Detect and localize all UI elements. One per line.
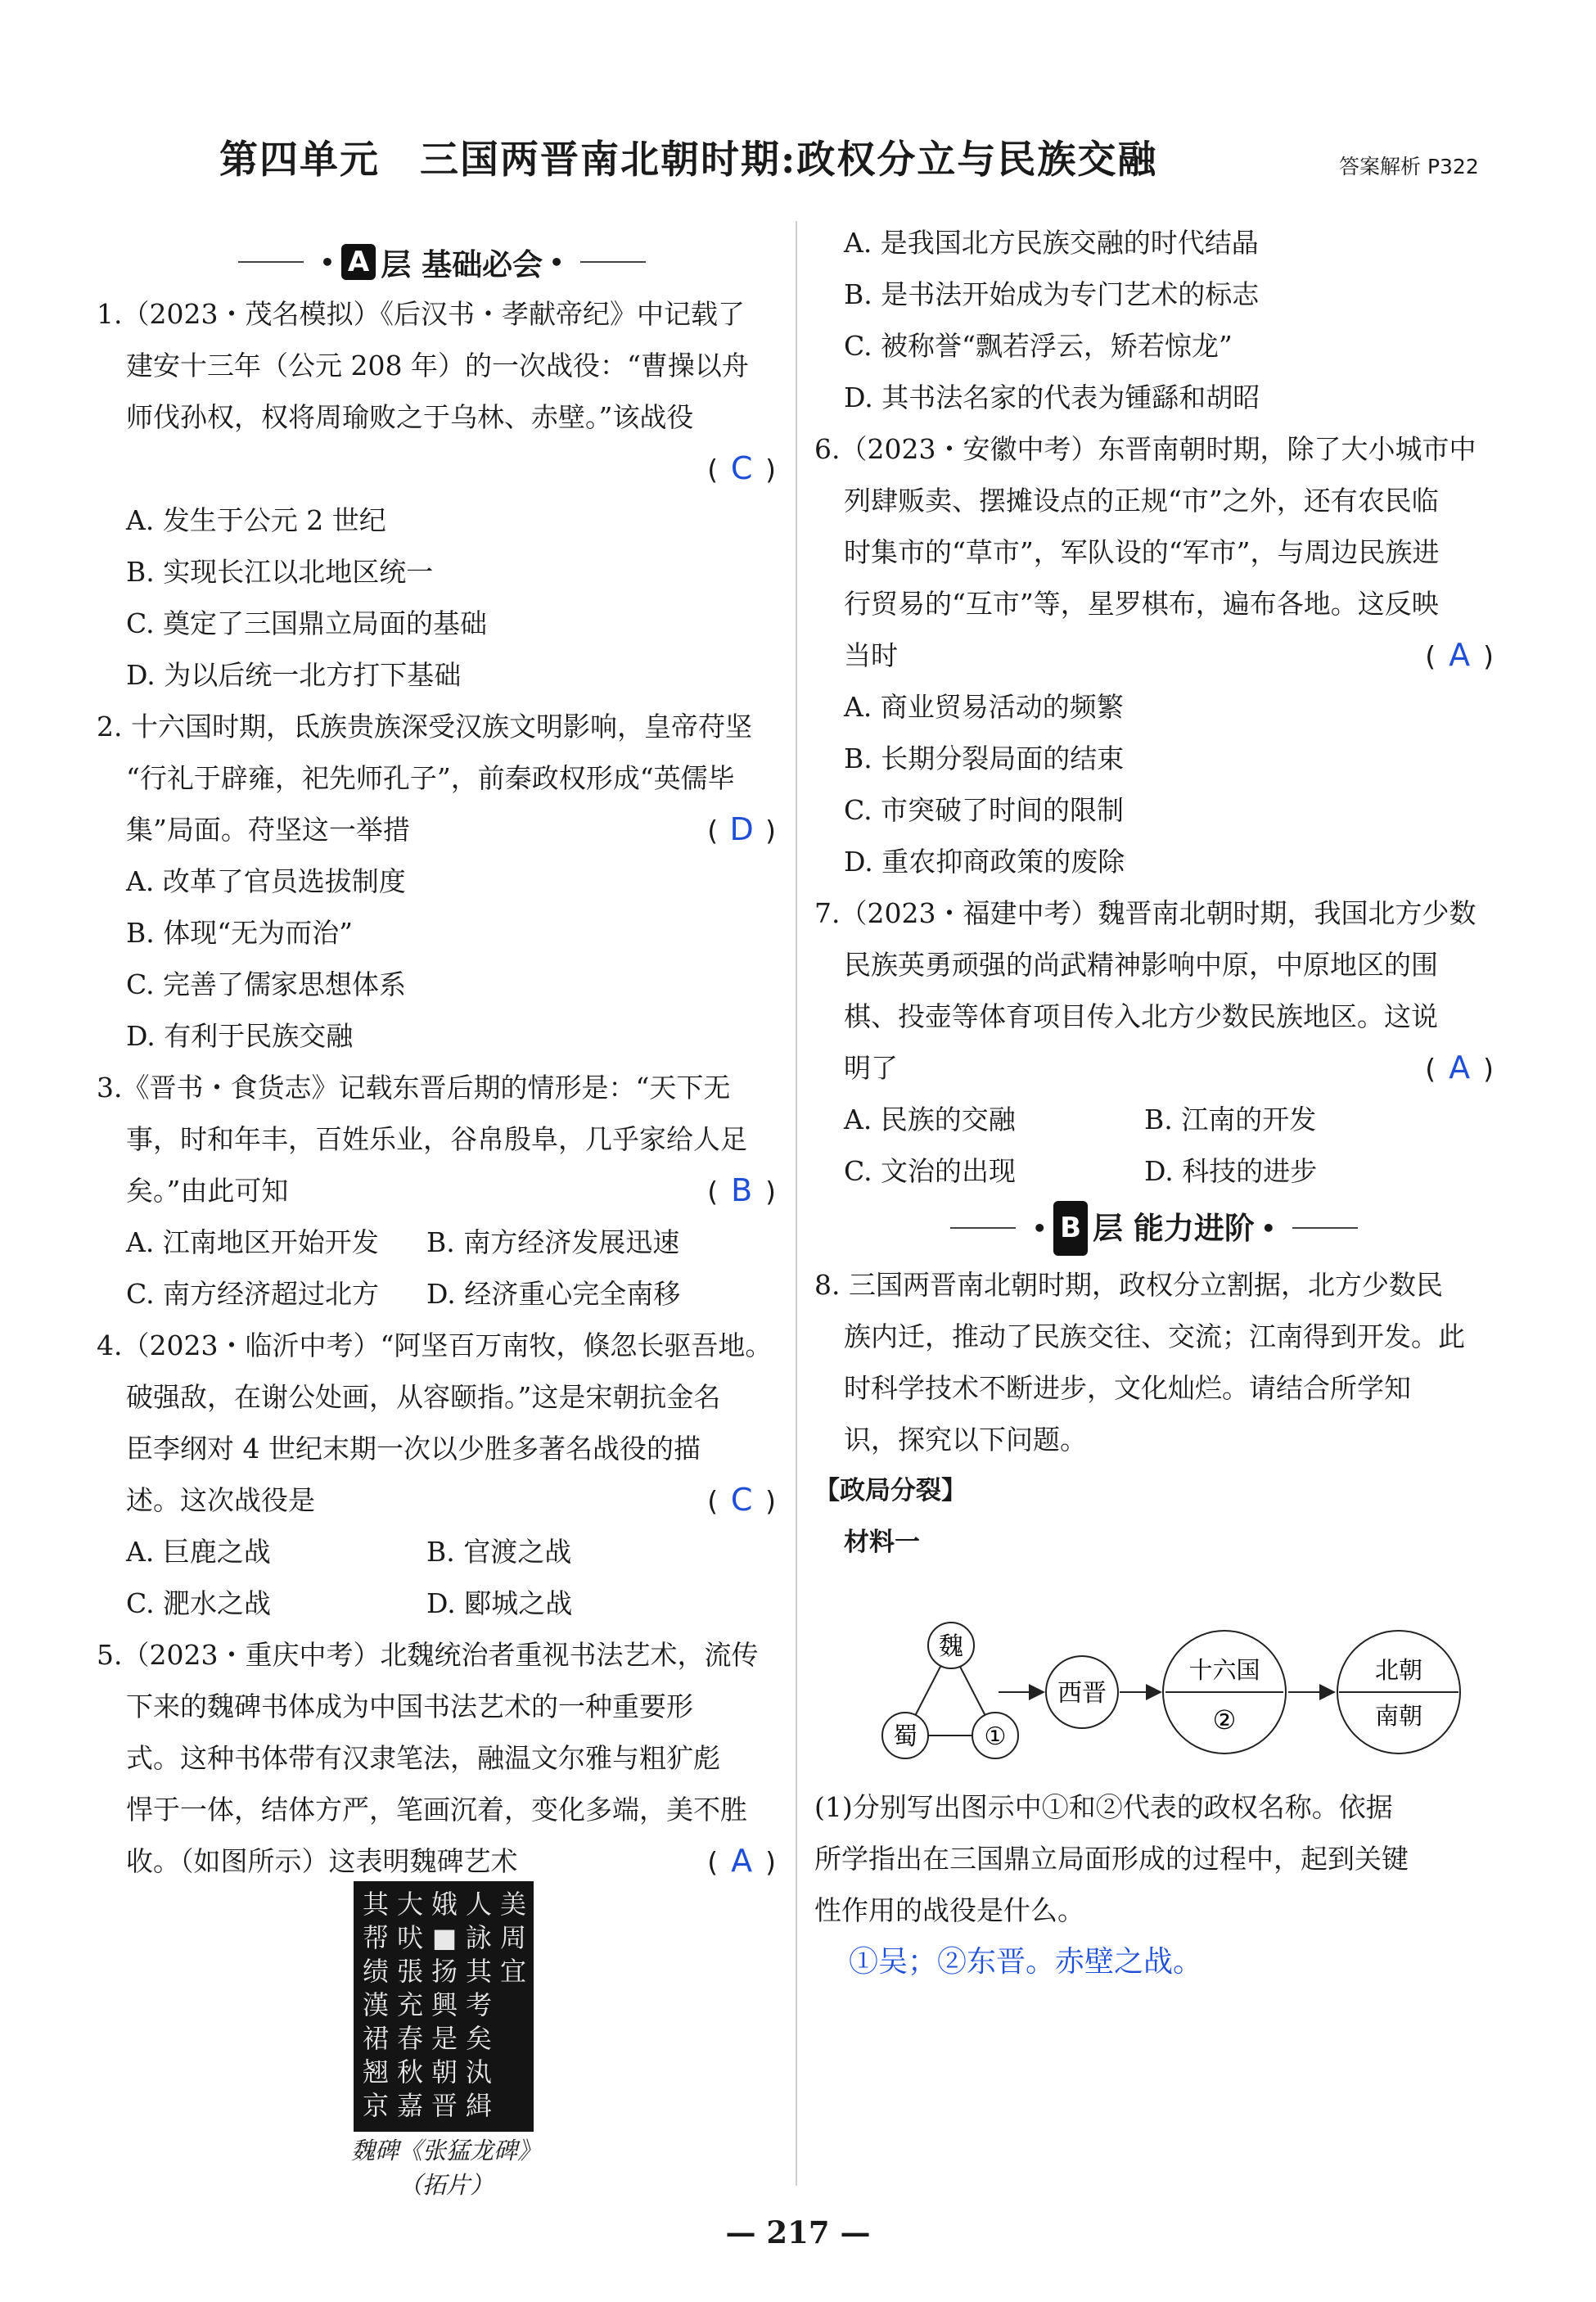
caption-title: 魏碑《张猛龙碑》 (350, 2137, 541, 2164)
level-b-badge: B (1053, 1201, 1088, 1256)
question-line: 集”局面。苻坚这一举措 (126, 814, 410, 846)
xijin-label: 西晋 (1057, 1679, 1107, 1708)
answer-bracket: ( A ) (1425, 1042, 1494, 1094)
option: C. 市突破了时间的限制 (844, 794, 1125, 826)
option: D. 郾城之战 (426, 1587, 573, 1619)
inscription-column: 娥 ■ 扬 興 是 朝 晋 (431, 1889, 458, 2121)
regime-diagram (835, 1614, 1506, 1778)
section-b-title: 层 能力进阶 (1093, 1210, 1255, 1246)
option: C. 完善了儒家思想体系 (126, 968, 407, 1000)
question-line: 8. 三国两晋南北朝时期，政权分立割据，北方少数民 (814, 1269, 1443, 1301)
question-5 (97, 1629, 776, 1887)
question-3 (97, 1062, 776, 1320)
section-b-heading: • B 层 能力进阶 • (814, 1197, 1494, 1259)
option: D. 经济重心完全南移 (426, 1278, 681, 1310)
subquestion-line: 所学指出在三国鼎立局面形成的过程中，起到关键 (814, 1843, 1409, 1875)
stele-rubbing-image (354, 1881, 534, 2132)
option: B. 官渡之战 (426, 1536, 572, 1568)
question-line: 7.（2023・福建中考）魏晋南北朝时期，我国北方少数 (814, 897, 1477, 929)
question-2 (97, 701, 776, 1062)
image-caption (327, 2133, 565, 2202)
answer-choice: A (731, 1843, 753, 1879)
answer-bracket: ( B ) (707, 1165, 776, 1216)
level-a-badge: A (341, 244, 376, 280)
question-line: 当时 (844, 639, 898, 671)
option: B. 是书法开始成为专门艺术的标志 (844, 278, 1260, 310)
subsection-heading: 【政局分裂】 (814, 1476, 967, 1505)
answer-choice: D (729, 811, 754, 847)
option: B. 体现“无为而治” (126, 917, 353, 949)
option: D. 重农抑商政策的废除 (844, 846, 1125, 878)
option: A. 改革了官员选拔制度 (126, 865, 406, 897)
inscription-column: 其 帮 绩 漢 裙 翘 京 (362, 1889, 389, 2121)
question-line: 臣李纲对 4 世纪末期一次以少胜多著名战役的描 (126, 1433, 701, 1465)
question-line: 时科学技术不断进步，文化灿烂。请结合所学知 (844, 1372, 1411, 1404)
inscription-column: 人 詠 其 考 矣 汍 緝 (465, 1889, 492, 2121)
option: D. 其书法名家的代表为锺繇和胡昭 (844, 381, 1260, 413)
option: C. 奠定了三国鼎立局面的基础 (126, 607, 488, 639)
answer-choice: B (731, 1172, 753, 1208)
triangle-edge (915, 1662, 943, 1716)
option: B. 实现长江以北地区统一 (126, 556, 434, 588)
shu-label: 蜀 (893, 1722, 917, 1751)
question-4 (97, 1320, 776, 1629)
answer-choice: C (730, 450, 753, 486)
question-line: 族内迁，推动了民族交往、交流；江南得到开发。此 (844, 1320, 1465, 1352)
option: C. 淝水之战 (126, 1587, 272, 1619)
answer-choice: A (1449, 1049, 1471, 1086)
answer-bracket: ( C ) (707, 1474, 776, 1526)
option: A. 江南地区开始开发 (126, 1226, 379, 1258)
option: C. 文治的出现 (844, 1155, 1017, 1187)
answer-reference: 答案解析 P322 (1339, 155, 1479, 178)
question-line: 明了 (844, 1052, 898, 1084)
handwritten-answer: ①吴；②东晋。赤壁之战。 (849, 1945, 1203, 1979)
north-label: 北朝 (1374, 1656, 1423, 1684)
answer-bracket: ( D ) (707, 804, 776, 855)
caption-subtitle: （拓片） (398, 2171, 494, 2199)
circle-2-label: ② (1212, 1704, 1237, 1736)
material-label: 材料一 (844, 1528, 920, 1557)
question-line: 建安十三年（公元 208 年）的一次战役：“曹操以舟 (126, 350, 749, 381)
question-line: 时集市的“草市”，军队设的“军市”，与周边民族进 (844, 536, 1440, 568)
question-line: 列肆贩卖、摆摊设点的正规“市”之外，还有农民临 (844, 485, 1439, 517)
option: B. 南方经济发展迅速 (426, 1226, 680, 1258)
option: C. 南方经济超过北方 (126, 1278, 380, 1310)
question-line: 民族英勇顽强的尚武精神影响中原，中原地区的围 (844, 949, 1438, 981)
section-a-title: 层 基础必会 (381, 247, 543, 282)
wei-label: 魏 (939, 1632, 963, 1661)
question-line: 棋、投壶等体育项目传入北方少数民族地区。这说 (844, 1000, 1438, 1032)
question-line: 矣。”由此可知 (126, 1175, 289, 1207)
option: A. 发生于公元 2 世纪 (126, 504, 386, 536)
answer-bracket: ( A ) (707, 1835, 776, 1887)
subquestion-line: 性作用的战役是什么。 (814, 1894, 1084, 1926)
option: D. 科技的进步 (1144, 1155, 1318, 1187)
question-line: 行贸易的“互市”等，星罗棋布，遍布各地。这反映 (844, 588, 1439, 620)
sixteen-label: 十六国 (1188, 1656, 1260, 1684)
question-6 (814, 423, 1494, 887)
question-line: 1.（2023・茂名模拟）《后汉书・孝献帝纪》中记载了 (97, 298, 745, 330)
section-a-heading: • A 层 基础必会 • (196, 231, 688, 293)
subquestion-line: (1)分别写出图示中①和②代表的政权名称。依据 (814, 1791, 1393, 1823)
south-label: 南朝 (1374, 1702, 1423, 1730)
question-line: “行礼于辟雍，祀先师孔子”，前秦政权形成“英儒毕 (126, 762, 735, 794)
question-line: 述。这次战役是 (126, 1484, 315, 1516)
question-line: 识，探究以下问题。 (844, 1424, 1087, 1456)
question-line: 破强敌，在谢公处画，从容颐指。”这是宋朝抗金名 (126, 1381, 721, 1413)
question-line: 师伐孙权，权将周瑜败之于乌林、赤壁。”该战役 (126, 401, 694, 433)
question-line: 悍于一体，结体方严，笔画沉着，变化多端，美不胜 (126, 1794, 747, 1826)
column-divider (796, 221, 797, 2186)
section-rule (238, 261, 304, 263)
option: A. 是我国北方民族交融的时代结晶 (844, 227, 1259, 259)
option: D. 有利于民族交融 (126, 1020, 354, 1052)
question-line: 4.（2023・临沂中考）“阿坚百万南牧，倏忽长驱吾地。 (97, 1329, 773, 1361)
option: B. 江南的开发 (1144, 1104, 1317, 1135)
question-line: 下来的魏碑书体成为中国书法艺术的一种重要形 (126, 1690, 693, 1722)
answer-bracket: ( C ) (707, 454, 776, 485)
option: C. 被称誉“飘若浮云，矫若惊龙” (844, 330, 1233, 362)
page-number: — 217 — (725, 2214, 871, 2250)
question-line: 5.（2023・重庆中考）北魏统治者重视书法艺术，流传 (97, 1639, 759, 1671)
inscription-column: 大 吠 張 充 春 秋 嘉 (396, 1889, 423, 2121)
circle-1-label: ① (984, 1722, 1007, 1751)
question-line: 事，时和年丰，百姓乐业，谷帛殷阜，几乎家给人足 (126, 1123, 747, 1155)
question-7 (814, 887, 1494, 1197)
option: A. 巨鹿之战 (126, 1536, 271, 1568)
question-line: 式。这种书体带有汉隶笔法，融温文尔雅与粗犷彪 (126, 1742, 720, 1774)
answer-choice: C (730, 1482, 753, 1518)
answer-choice: A (1449, 637, 1471, 673)
triangle-edge (958, 1662, 985, 1716)
question-line: 2. 十六国时期，氐族贵族深受汉族文明影响，皇帝苻坚 (97, 711, 752, 743)
section-rule (950, 1227, 1016, 1229)
option: A. 商业贸易活动的频繁 (844, 691, 1124, 723)
question-line: 收。（如图所示）这表明魏碑艺术 (126, 1845, 518, 1877)
question-line: 6.（2023・安徽中考）东晋南朝时期，除了大小城市中 (814, 433, 1477, 465)
option: A. 民族的交融 (844, 1104, 1016, 1135)
option: B. 长期分裂局面的结束 (844, 743, 1125, 774)
page-title: 第四单元 三国两晋南北朝时期:政权分立与民族交融 (219, 138, 1158, 183)
answer-bracket: ( A ) (1425, 630, 1494, 681)
section-rule (580, 261, 646, 263)
question-1 (97, 288, 776, 701)
left-column (97, 288, 776, 1887)
inscription-column: 美 周 宜 (499, 1889, 526, 1987)
section-rule (1292, 1227, 1358, 1229)
question-line: 3.《晋书・食货志》记载东晋后期的情形是：“天下无 (97, 1072, 731, 1104)
option: D. 为以后统一北方打下基础 (126, 659, 462, 691)
